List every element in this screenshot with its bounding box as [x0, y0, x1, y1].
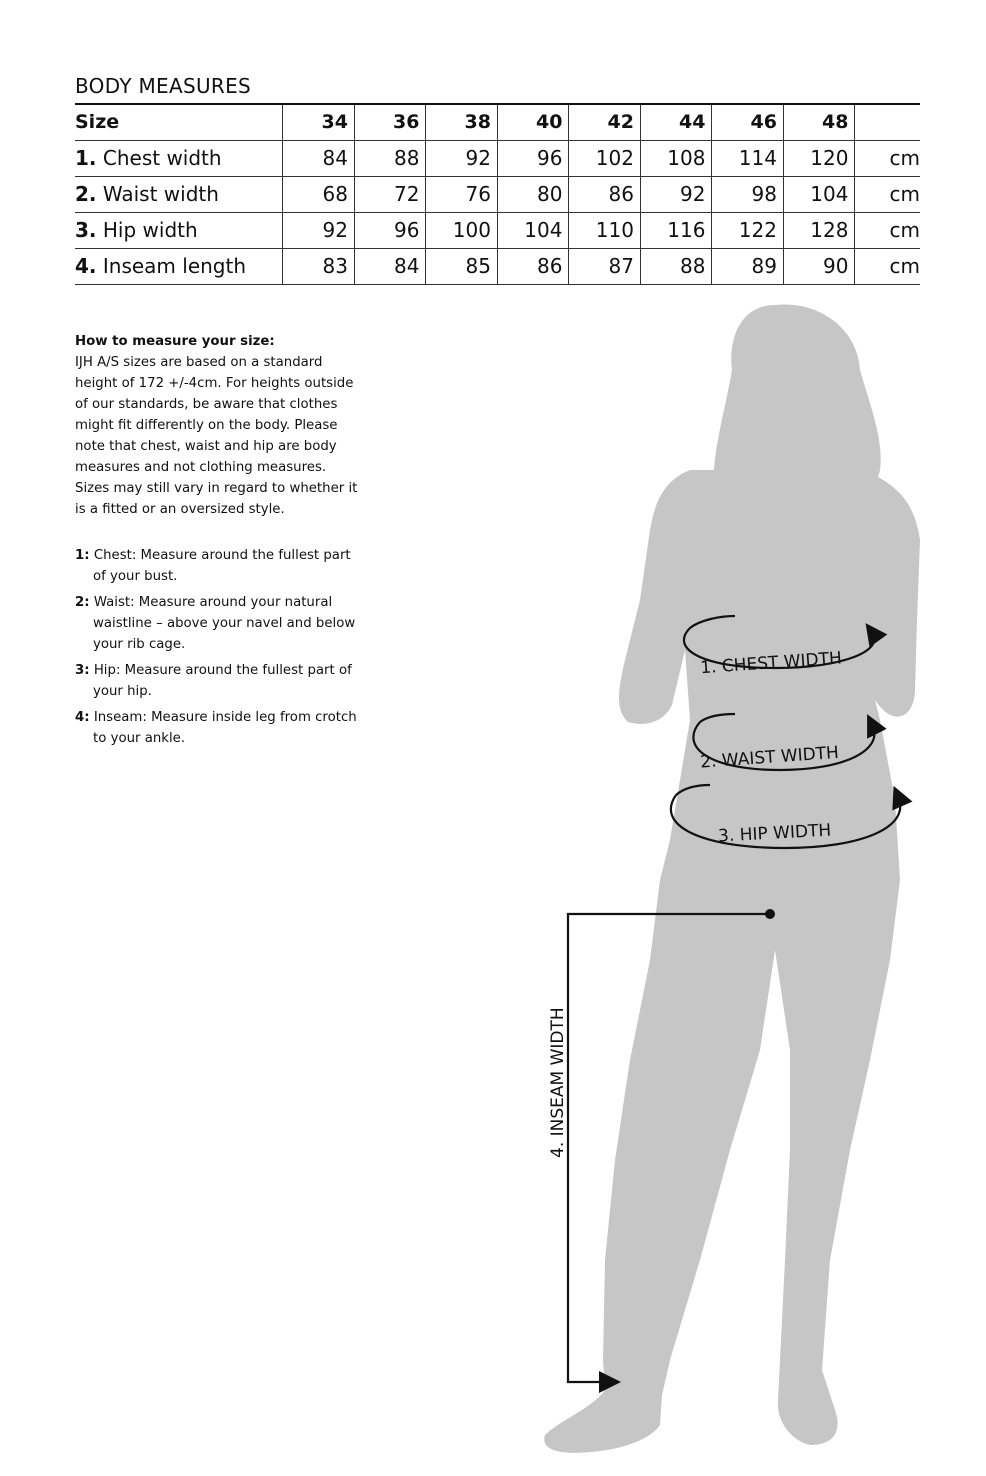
table-cell: 108: [640, 140, 712, 176]
table-cell: 76: [426, 176, 498, 212]
table-cell: 90: [783, 248, 855, 284]
row-label-text: Waist width: [102, 182, 219, 206]
table-cell: 80: [497, 176, 569, 212]
how-to-line: note that chest, waist and hip are body: [75, 439, 337, 454]
table-cell: 92: [640, 176, 712, 212]
how-to-heading: How to measure your size:: [75, 334, 275, 349]
size-col-header: 48: [783, 104, 855, 140]
table-cell: 96: [497, 140, 569, 176]
row-number: 2.: [75, 182, 97, 206]
how-to-line: measures and not clothing measures.: [75, 460, 327, 475]
table-cell: 86: [569, 176, 641, 212]
how-to-line: is a fitted or an oversized style.: [75, 502, 285, 517]
table-cell: 100: [426, 212, 498, 248]
waist-width-label: 2. WAIST WIDTH: [699, 742, 840, 773]
woman-silhouette: [544, 304, 920, 1452]
row-label-text: Inseam length: [102, 254, 247, 278]
step-number: 2:: [75, 595, 90, 610]
row-label-text: Hip width: [102, 218, 198, 242]
chest-width-label: 1. CHEST WIDTH: [699, 648, 843, 679]
step-text: Inseam: Measure inside leg from crotch to your ankle.: [93, 710, 357, 746]
step-text: Waist: Measure around your natural waistline – above your navel and below your rib cage.: [93, 595, 356, 652]
table-cell: 86: [497, 248, 569, 284]
table-cell: 83: [283, 248, 355, 284]
table-cell: 104: [497, 212, 569, 248]
table-cell: 104: [783, 176, 855, 212]
step-text: Hip: Measure around the fullest part of your hip.: [93, 663, 352, 699]
unit-cell: cm: [855, 176, 920, 212]
table-cell: 122: [712, 212, 784, 248]
table-cell: 116: [640, 212, 712, 248]
table-cell: 68: [283, 176, 355, 212]
hip-width-label: 3. HIP WIDTH: [717, 820, 832, 847]
page-title: BODY MEASURES: [75, 74, 252, 98]
table-cell: 84: [283, 140, 355, 176]
row-number: 1.: [75, 146, 97, 170]
step-number: 1:: [75, 548, 90, 563]
table-cell: 89: [712, 248, 784, 284]
table-cell: 98: [712, 176, 784, 212]
step-number: 3:: [75, 663, 90, 678]
table-cell: 102: [569, 140, 641, 176]
step-number: 4:: [75, 710, 90, 725]
size-col-header: 40: [497, 104, 569, 140]
unit-cell: cm: [855, 212, 920, 248]
row-number: 3.: [75, 218, 97, 242]
size-col-header: 38: [426, 104, 498, 140]
table-cell: 120: [783, 140, 855, 176]
how-to-line: might fit differently on the body. Please: [75, 418, 338, 433]
size-col-header: 42: [569, 104, 641, 140]
table-cell: 96: [354, 212, 426, 248]
how-to-line: Sizes may still vary in regard to whether it: [75, 481, 358, 496]
unit-cell: cm: [855, 140, 920, 176]
size-col-header: 36: [354, 104, 426, 140]
row-number: 4.: [75, 254, 97, 278]
table-cell: 92: [283, 212, 355, 248]
table-cell: 128: [783, 212, 855, 248]
table-cell: 114: [712, 140, 784, 176]
table-cell: 88: [640, 248, 712, 284]
table-cell: 72: [354, 176, 426, 212]
how-to-line: IJH A/S sizes are based on a standard: [75, 355, 323, 370]
how-to-line: height of 172 +/-4cm. For heights outside: [75, 376, 354, 391]
row-label-text: Chest width: [102, 146, 222, 170]
size-col-header: 44: [640, 104, 712, 140]
table-cell: 87: [569, 248, 641, 284]
size-col-header: 34: [283, 104, 355, 140]
how-to-line: of our standards, be aware that clothes: [75, 397, 338, 412]
header-label: Size: [75, 104, 283, 140]
unit-cell: cm: [855, 248, 920, 284]
size-col-header: 46: [712, 104, 784, 140]
step-text: Chest: Measure around the fullest part of your bust.: [93, 548, 351, 584]
table-cell: 85: [426, 248, 498, 284]
table-cell: 88: [354, 140, 426, 176]
table-cell: 84: [354, 248, 426, 284]
table-cell: 110: [569, 212, 641, 248]
inseam-width-label: 4. INSEAM WIDTH: [548, 1007, 568, 1158]
table-cell: 92: [426, 140, 498, 176]
